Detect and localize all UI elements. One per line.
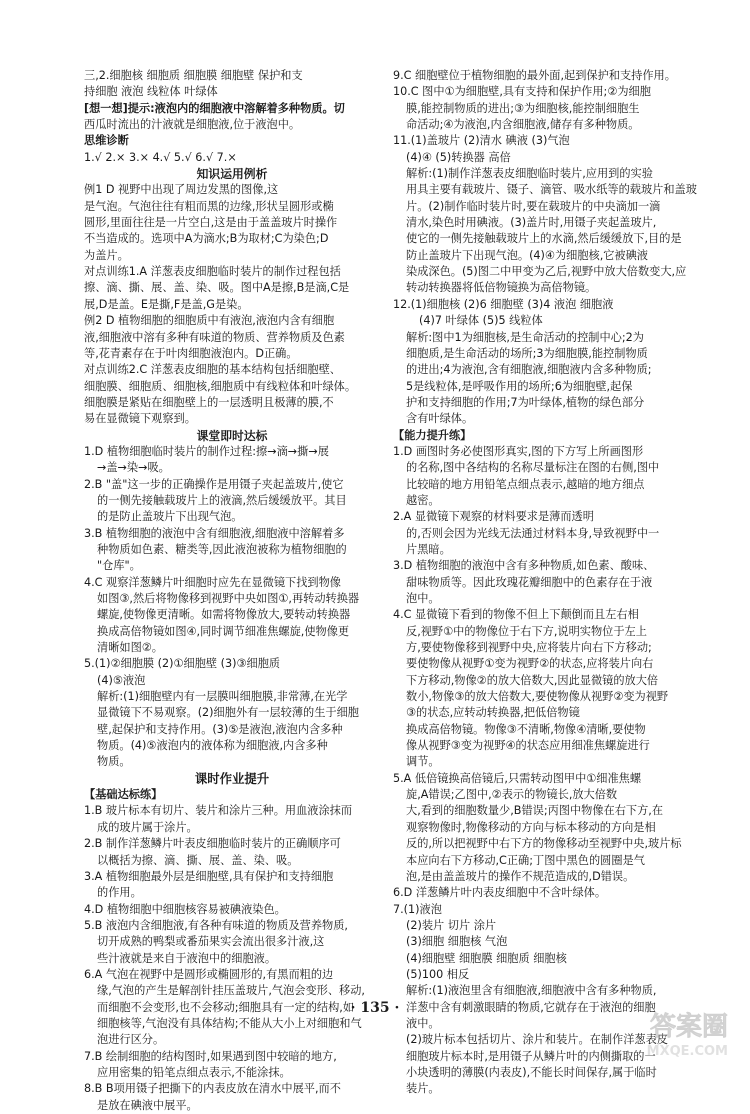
- page-number: · 135 ·: [350, 1000, 400, 1016]
- text-line: 【基础达标练】: [84, 788, 163, 802]
- text-line: 的,否则会因为光线无法通过材料本身,导致视野中一: [406, 526, 660, 540]
- text-line: 例1 D 视野中出现了周边发黑的图像,这: [84, 183, 279, 197]
- text-line: (5)100 相反: [406, 967, 470, 981]
- text-line: 细胞核等,气泡没有具体结构;不能从大小上对细胞和气: [97, 1016, 362, 1030]
- text-line: 方,要使物像移到视野中央,应将装片向右下方移动;: [406, 641, 652, 655]
- text-line: 擦、滴、撕、展、盖、染、吸。图中A是擦,B是滴,C是: [84, 281, 350, 295]
- text-line: 4.D 植物细胞中细胞核容易被碘液染色。: [84, 902, 286, 916]
- text-line: 5.(1)②细胞膜 (2)①细胞壁 (3)③细胞质: [84, 657, 281, 671]
- text-line: 泡中。: [406, 592, 440, 605]
- svg-text:答案圈: 答案圈: [649, 1012, 728, 1042]
- text-line: 切开成熟的鸭梨或番茄果实会流出很多汁液,这: [97, 935, 325, 949]
- text-line: 3.B 植物细胞的液泡中含有细胞液,细胞液中溶解着多: [84, 526, 345, 540]
- text-line: 解析:(1)制作洋葱表皮细胞临时装片,应用到的实验: [406, 167, 653, 181]
- text-line: 【能力提升练】: [393, 428, 472, 442]
- watermark-logo: [578, 1001, 738, 1061]
- text-line: 例2 D 植物细胞的细胞质中有液泡,液泡内含有细胞: [84, 314, 335, 328]
- text-line: 含有叶绿体。: [406, 412, 474, 426]
- text-line: 调节。: [406, 755, 440, 769]
- text-line: 甜味物质等。因此玫瑰花瓣细胞中的色素存在于液: [406, 575, 653, 589]
- text-line: 1.D 画图时务必使图形真实,图的下方写上所画图形: [393, 444, 644, 458]
- text-line: 护和支持细胞的作用;7为叶绿体,植物的绿色部分: [406, 395, 645, 409]
- text-line: 显微镜下不易观察。(2)细胞外有一层较薄的生于细胞: [97, 706, 359, 720]
- text-line: 泡,是由盖盖玻片的操作不规范造成的,D错误。: [406, 869, 635, 883]
- text-line: 片。(2)制作临时装片时,要在载玻片的中央滴加一滴: [406, 199, 661, 213]
- text-line: 下方移动,物像②的放大倍数大,因此显微镜的放大倍: [406, 673, 659, 687]
- text-line: 成的玻片属于涂片。: [97, 820, 198, 834]
- text-line: 换成高倍物镜。物像③不清晰,物像④清晰,要使物: [406, 722, 646, 736]
- text-line: 如图③,然后将物像移到视野中央如图①,再转动转换器: [97, 592, 360, 605]
- text-line: ③的状态,应转动转换器,把低倍物镜: [406, 706, 580, 720]
- text-line: 5.A 低倍镜换高倍镜后,只需转动图甲中①细准焦螺: [393, 771, 642, 785]
- text-line: 观察物像时,物像移动的方向与标本移动的方向是相: [406, 820, 656, 834]
- text-line: 细胞玻片标本时,是用镊子从鳞片叶的内侧撕取的一: [406, 1049, 656, 1063]
- text-line: 5是线粒体,是呼吸作用的场所;6为细胞壁,起保: [406, 379, 633, 393]
- text-line: 2.B "盖"这一步的正确操作是用镊子夹起盖玻片,使它: [84, 477, 344, 491]
- text-line: 液,细胞液中溶有多种有味道的物质、营养物质及色素: [84, 330, 345, 344]
- text-line: 细胞膜、细胞质、细胞核,细胞质中有线粒体和叶绿体。: [84, 379, 357, 393]
- text-line: 本应向右下方移动,C正确;丁图中黑色的圆圈是气: [406, 853, 645, 867]
- text-line: 的作用。: [97, 886, 142, 900]
- text-line: 以概括为擦、滴、撕、展、盖、染、吸。: [97, 853, 299, 867]
- text-line: 液中。: [406, 1016, 440, 1030]
- text-line: 要使物像从视野①变为视野②的状态,应将装片向右: [406, 657, 654, 671]
- text-line: 1.B 玻片标本有切片、装片和涂片三种。用血液涂抹而: [84, 804, 353, 818]
- text-line: "仓库"。: [97, 559, 141, 573]
- text-line: 的名称,图中各结构的名称尽量标注在图的右侧,图中: [406, 461, 660, 475]
- text-line: 思维诊断: [84, 134, 129, 148]
- text-line: 课堂即时达标: [196, 428, 268, 443]
- text-line: 越密。: [406, 493, 440, 507]
- text-line: 防止盖玻片下出现气泡。(4)④为细胞核,它被碘液: [406, 248, 648, 262]
- text-line: 为盖片。: [84, 248, 129, 262]
- text-line: 3.D 植物细胞的液泡中含有多种物质,如色素、酸味、: [393, 559, 655, 573]
- text-line: 种物质如色素、糖类等,因此液泡被称为植物细胞的: [97, 542, 347, 556]
- text-line: 使它的一侧先接触载玻片上的水滴,然后缓缓放下,目的是: [406, 232, 682, 246]
- text-line: 2.A 显微镜下观察的材料要求是薄而透明: [393, 510, 594, 524]
- text-line: 缘,气泡的产生是解剖针挂压盖玻片,气泡会变形、移动,: [97, 984, 365, 998]
- text-line: 染成深色。(5)图二中甲变为乙后,视野中放大倍数变大,应: [406, 265, 687, 279]
- text-line: 对点训练2.C 洋葱表皮细胞的基本结构包括细胞壁、: [84, 363, 341, 377]
- text-line: 泡进行区分。: [97, 1033, 165, 1047]
- text-line: 是气泡。气泡往往有粗而黑的边缘,形状呈圆形或椭: [84, 199, 334, 213]
- text-line: 2.B 制作洋葱鳞片叶表皮细胞临时装片的正确顺序可: [84, 837, 341, 851]
- text-line: 的是防止盖玻片下出现气泡。: [97, 510, 243, 524]
- text-line: 3.A 植物细胞最外层是细胞壁,具有保护和支持细胞: [84, 869, 334, 883]
- text-line: 圆形,里面往往是一片空白,这是由于盖盖玻片时操作: [84, 216, 338, 230]
- svg-text:MXQE.COM: MXQE.COM: [646, 1044, 728, 1059]
- text-line: 4.C 显微镜下看到的物像不但上下颠倒而且左右相: [393, 608, 639, 622]
- text-line: 的进出;4为液泡,含有细胞液,细胞液内含多种物质;: [406, 363, 652, 377]
- text-line: 小块透明的薄膜(内表皮),不能长时间保存,属于临时: [406, 1065, 657, 1079]
- text-line: 清晰如图②。: [97, 641, 163, 655]
- text-line: 展,D是盖。E是撕,F是盖,G是染。: [84, 297, 249, 311]
- text-line: 课时作业提升: [194, 770, 270, 786]
- text-line: 解析:(1)细胞壁内有一层膜叫细胞膜,非常薄,在光学: [97, 690, 348, 704]
- text-line: 物质。: [97, 755, 131, 769]
- text-line: 反的,所以把视野中右下方的物像移动至视野中央,玻片标: [406, 837, 682, 851]
- text-line: (4)7 叶绿体 (5)5 线粒体: [419, 314, 543, 328]
- text-line: 7.B 绘制细胞的结构图时,如果遇到图中较暗的地方,: [84, 1049, 337, 1063]
- text-line: 而细胞不会变形,也不会移动;细胞具有一定的结构,如: [97, 1000, 355, 1014]
- text-line: 片黑暗。: [406, 542, 451, 556]
- text-line: 大,看到的细胞数量少,B错误;丙图中物像在右下方,在: [406, 804, 664, 818]
- text-line: 解析:图中1为细胞核,是生命活动的控制中心;2为: [406, 330, 644, 344]
- text-line: 7.(1)液泡: [393, 902, 442, 916]
- text-line: 用具主要有载玻片、镊子、滴管、吸水纸等的载玻片和盖玻: [406, 183, 697, 197]
- text-line: 些汁液就是来自于液泡中的细胞液。: [97, 951, 277, 965]
- text-line: 12.(1)细胞核 (2)6 细胞壁 (3)4 液泡 细胞液: [393, 297, 614, 311]
- text-line: 是放在碘液中展平。: [97, 1098, 198, 1112]
- text-line: 应用密集的铅笔点细点表示,不能涂抹。: [97, 1065, 291, 1079]
- text-line: 4.C 观察洋葱鳞片叶细胞时应先在显微镜下找到物像: [84, 575, 341, 589]
- text-line: (2)装片 切片 涂片: [406, 918, 497, 932]
- text-line: 对点训练1.A 洋葱表皮细胞临时装片的制作过程包括: [84, 265, 341, 279]
- text-line: 11.(1)盖玻片 (2)清水 碘液 (3)气泡: [393, 134, 570, 148]
- text-line: 易在显微镜下观察到。: [84, 412, 196, 426]
- text-line: (4)④ (5)转换器 高倍: [406, 150, 511, 164]
- text-line: 细胞膜是紧贴在细胞壁上的一层透明且极薄的膜,不: [84, 395, 334, 409]
- text-line: 6.D 洋葱鳞片叶内表皮细胞中不含叶绿体。: [393, 886, 607, 900]
- text-line: (4)细胞壁 细胞膜 细胞质 细胞核: [406, 951, 567, 965]
- text-line: 洋葱中含有刺激眼睛的物质,它就存在于液泡的细胞: [406, 1000, 656, 1014]
- text-line: 物质。(4)⑤液泡内的液体称为细胞液,内含多种: [97, 739, 328, 753]
- text-line: 8.B B项用镊子把撕下的内表皮放在清水中展平,而不: [84, 1082, 341, 1096]
- text-line: 1.D 植物细胞临时装片的制作过程:擦→滴→撕→展: [84, 444, 329, 458]
- text-line: 比较暗的地方用铅笔点细点表示,越暗的地方细点: [406, 477, 645, 491]
- text-line: 1.√ 2.× 3.× 4.√ 5.√ 6.√ 7.×: [84, 150, 237, 164]
- text-line: (2)玻片标本包括切片、涂片和装片。在制作洋葱表皮: [406, 1033, 668, 1047]
- text-line: 9.C 细胞壁位于植物细胞的最外面,起到保护和支持作用。: [393, 69, 676, 82]
- text-line: 10.C 图中①为细胞壁,具有支持和保护作用;②为细胞: [393, 85, 651, 99]
- text-line: 6.A 气泡在视野中是圆形或椭圆形的,有黑而粗的边: [84, 967, 334, 981]
- text-line: 螺旋,使物像更清晰。如需将物像放大,要转动转换器: [97, 608, 351, 622]
- text-line: 解析:(1)液泡里含有细胞液,细胞液中含有多种物质,: [406, 984, 657, 998]
- text-line: 持细胞 液泡 线粒体 叶绿体: [84, 85, 218, 99]
- text-line: →盖→染→吸。: [97, 461, 170, 475]
- text-line: 知识运用例析: [196, 167, 268, 182]
- text-line: 壁,起保护和支持作用。(3)⑤是液泡,液泡内含多种: [97, 722, 343, 736]
- text-line: 装片。: [406, 1082, 440, 1096]
- text-line: 膜,能控制物质的进出;③为细胞核,能控制细胞生: [406, 101, 640, 115]
- text-line: 旋,A错误;乙图中,②表示的物镜长,放大倍数: [406, 788, 618, 802]
- text-line: 细胞质,是生命活动的场所;3为细胞膜,能控制物质: [406, 346, 648, 360]
- text-line: 转动转换器将低倍物镜换为高倍物镜。: [406, 281, 597, 295]
- text-line: 反,视野①中的物像位于右下方,说明实物位于左上: [406, 624, 647, 638]
- text-line: [想一想]提示:液泡内的细胞液中溶解着多种物质。切: [84, 101, 345, 115]
- text-line: 换成高倍物镜如图④,同时调节细准焦螺旋,使物像更: [97, 624, 350, 638]
- text-line: 数小,物像③的放大倍数大,要使物像从视野②变为视野: [406, 690, 669, 704]
- text-line: 西瓜时流出的汁液就是细胞液,位于液泡中。: [84, 118, 301, 132]
- right-column: [393, 68, 698, 1098]
- text-line: 5.B 液泡内含细胞液,有各种有味道的物质及营养物质,: [84, 918, 348, 932]
- left-column: [84, 68, 380, 1114]
- text-line: 命活动;④为液泡,内含细胞液,储存有多种物质。: [406, 118, 640, 132]
- text-line: 的一侧先接触载玻片上的液滴,然后缓缓放平。其目: [97, 493, 347, 507]
- text-line: 像从视野③变为视野④的状态应用细准焦螺旋进行: [406, 739, 650, 753]
- text-line: 不当造成的。选项中A为滴水;B为取材;C为染色;D: [84, 232, 329, 246]
- text-line: (3)细胞 细胞核 气泡: [406, 935, 508, 949]
- text-line: 清水,染色时用碘液。(3)盖片时,用镊子夹起盖玻片,: [406, 216, 657, 230]
- text-line: 三,2.细胞核 细胞质 细胞膜 细胞壁 保护和支: [84, 69, 303, 82]
- text-line: 等,花青素存在于叶肉细胞液泡内。D正确。: [84, 346, 298, 360]
- text-line: (4)⑤液泡: [97, 673, 146, 687]
